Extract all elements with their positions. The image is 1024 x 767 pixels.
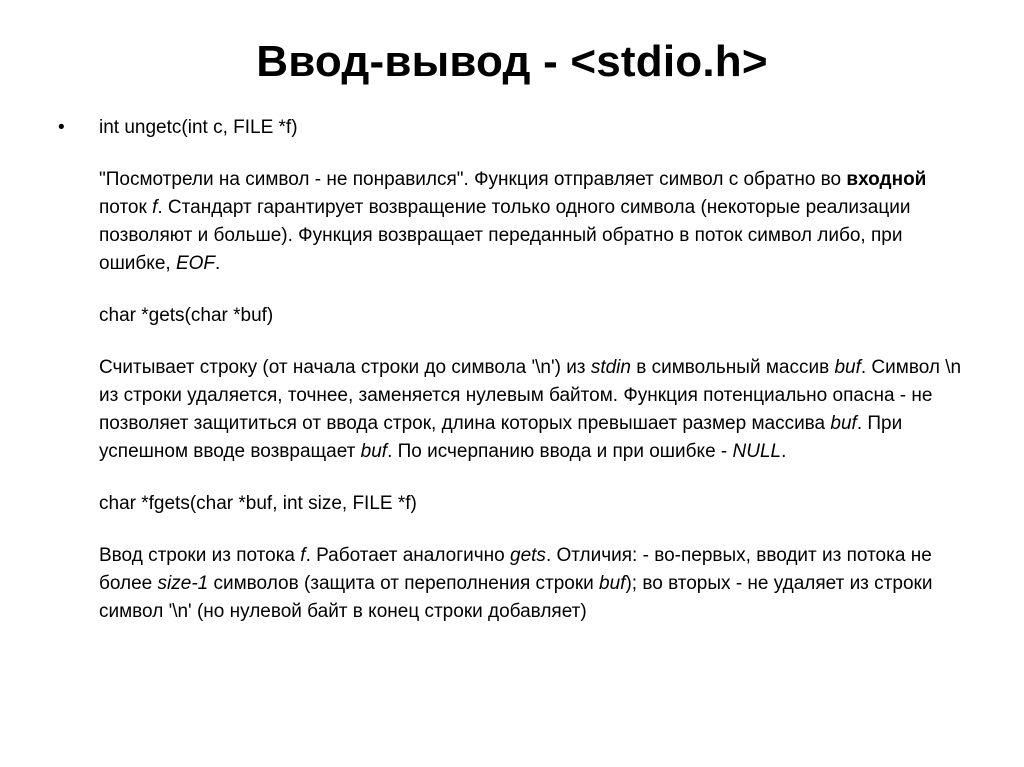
spacer: [99, 142, 979, 166]
italic-term: buf: [830, 413, 857, 434]
fgets-signature: char *fgets(char *buf, int size, FILE *f): [99, 493, 417, 514]
bullet-content: [99, 114, 979, 626]
text-run: . Стандарт гарантирует возвращение только одного символа (некоторые реализации позволяют и больше). Функция возвращает переданный обратно в поток символ либо, при ошибке,: [99, 197, 911, 274]
text-run: . Отличия: - во-первых, вводит из потока не более: [99, 545, 932, 594]
italic-term: f: [300, 545, 306, 566]
slide-title: Ввод-вывод - <stdio.h>: [256, 37, 768, 86]
bullet-marker: •: [58, 117, 65, 138]
text-run: . Работает аналогично: [305, 545, 511, 566]
italic-term: gets: [510, 545, 546, 566]
fgets-description: [99, 542, 979, 626]
spacer: [99, 518, 979, 542]
text-run: .: [215, 253, 221, 274]
text-run: в символьный массив: [630, 357, 835, 378]
italic-term: stdin: [590, 357, 631, 378]
bold-term: входной: [846, 169, 927, 190]
text-run: символов (защита от переполнения строки: [208, 573, 600, 594]
text-run: "Посмотрели на символ - не понравился". Функция отправляет символ с обратно во: [99, 169, 847, 190]
ungetc-description: [99, 166, 979, 278]
gets-signature: char *gets(char *buf): [99, 305, 274, 326]
italic-term: f: [152, 197, 158, 218]
spacer: [99, 466, 979, 490]
text-run: .: [781, 441, 787, 462]
text-run: Считывает строку (от начала строки до символа '\n') из: [99, 357, 591, 378]
italic-term: size-1: [157, 573, 209, 594]
spacer: [99, 278, 979, 302]
spacer: [99, 330, 979, 354]
text-run: . При успешном вводе возвращает: [99, 413, 903, 462]
italic-term: buf: [834, 357, 861, 378]
text-run: . По исчерпанию ввода и при ошибке -: [387, 441, 733, 462]
italic-term: EOF: [175, 253, 216, 274]
italic-term: buf: [599, 573, 626, 594]
text-run: . Символ \n из строки удаляется, точнее, заменяется нулевым байтом. Функция потенциально опасна - не позволяет защититься от ввода строк, длина которых превышает размер массива: [99, 357, 962, 434]
italic-term: NULL: [732, 441, 782, 462]
text-run: Ввод строки из потока: [99, 545, 301, 566]
ungetc-signature: int ungetc(int c, FILE *f): [99, 117, 298, 138]
text-run: ); во вторых - не удаляет из строки символ '\n' (но нулевой байт в конец строки добавляет): [99, 573, 933, 622]
gets-description: [99, 354, 979, 466]
italic-term: buf: [360, 441, 388, 462]
text-run: поток: [99, 197, 153, 218]
